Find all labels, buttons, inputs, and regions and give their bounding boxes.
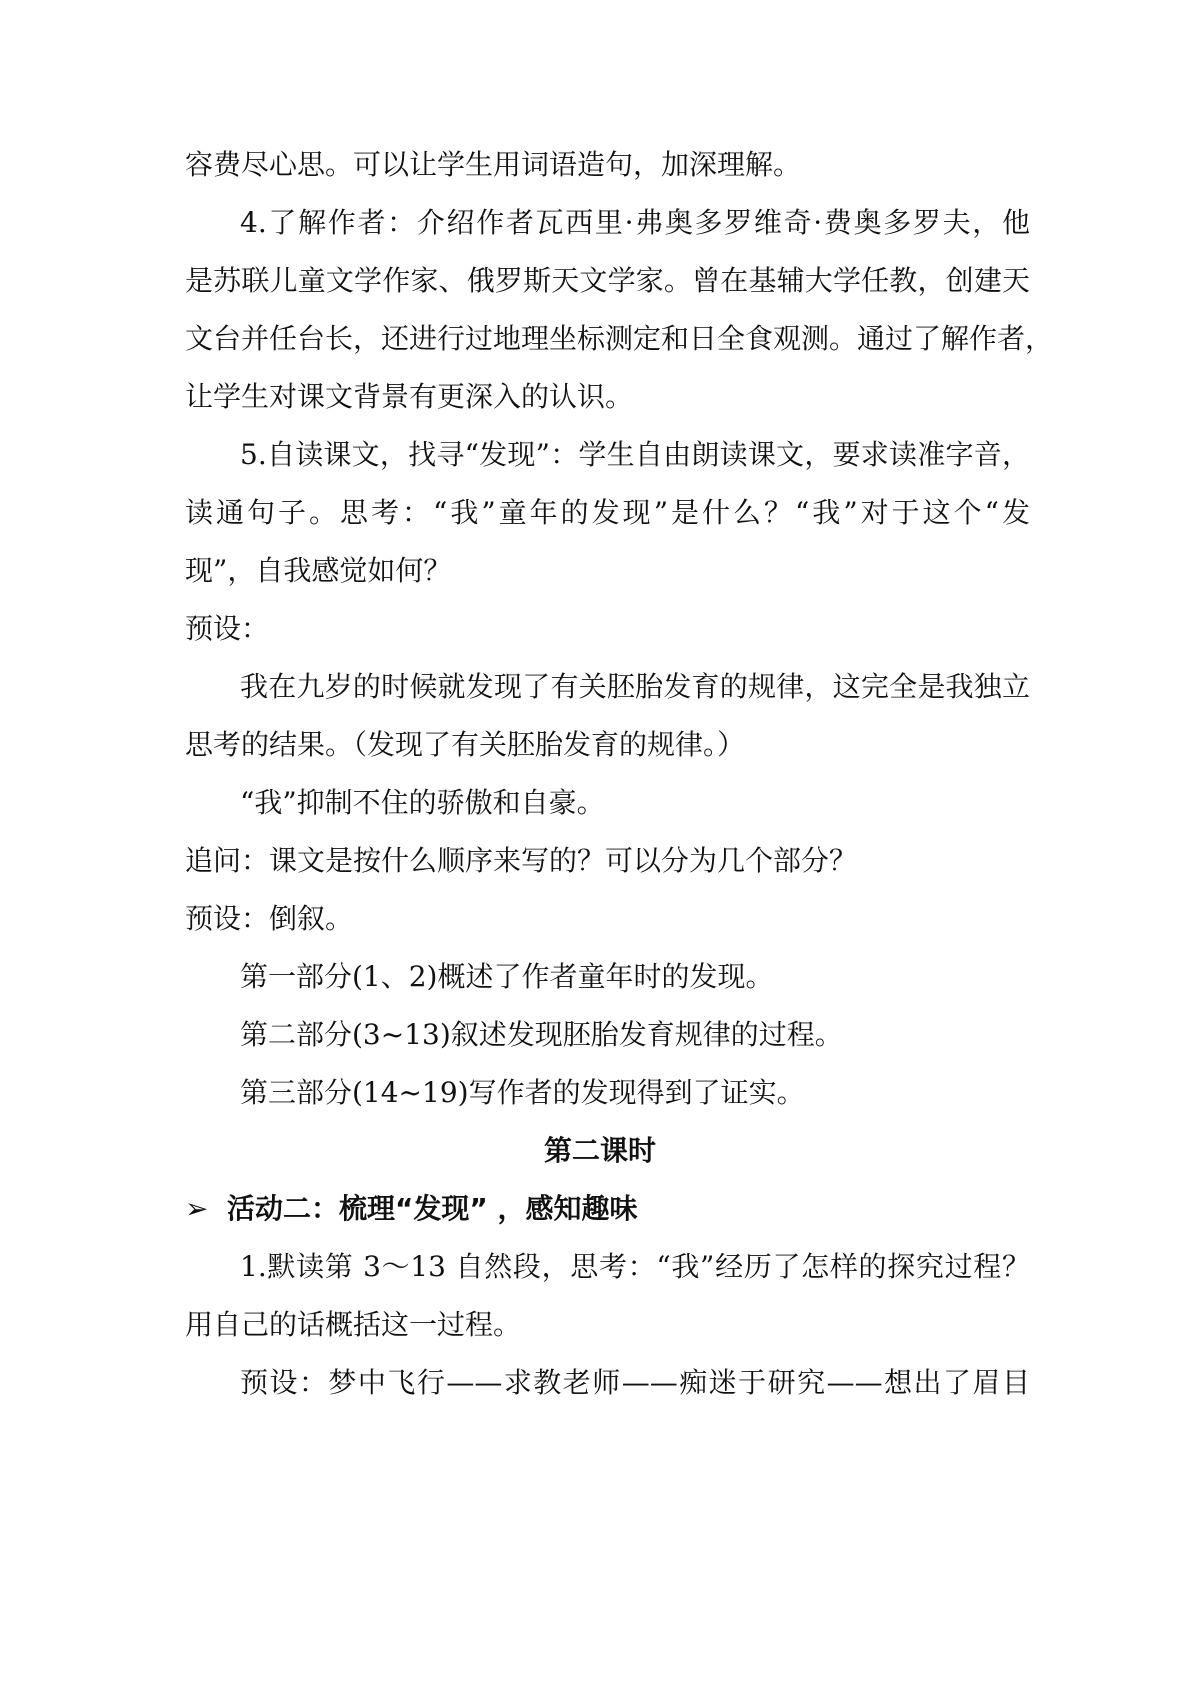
text-line: 是苏联儿童文学作家、俄罗斯天文学家。曾在基辅大学任教，创建天 (185, 264, 1030, 297)
text-line: 1.默读第 3～13 自然段，思考：“我”经历了怎样的探究过程？ (240, 1250, 1030, 1283)
text-line: 文台并任台长，还进行过地理坐标测定和日全食观测。通过了解作者， (185, 322, 1054, 355)
text-line: 第三部分(14~19)写作者的发现得到了证实。 (240, 1076, 805, 1109)
text-line: 第二部分(3~13)叙述发现胚胎发育规律的过程。 (240, 1018, 843, 1051)
activity-heading (185, 1189, 1030, 1229)
text-line: 现”，自我感觉如何？ (185, 554, 452, 587)
text-line: 用自己的话概括这一过程。 (185, 1308, 522, 1341)
text-line: 我在九岁的时候就发现了有关胚胎发育的规律，这完全是我独立 (240, 670, 1030, 703)
section-title: 第二课时 (543, 1134, 656, 1167)
text-line: 容费尽心思。可以让学生用词语造句，加深理解。 (185, 148, 802, 181)
text-line: 预设：梦中飞行——求教老师——痴迷于研究——想出了眉目 (240, 1366, 1030, 1399)
text-line: “我”抑制不住的骄傲和自豪。 (240, 786, 605, 819)
text-line: 4.了解作者：介绍作者瓦西里·弗奥多罗维奇·费奥多罗夫，他 (240, 206, 1030, 239)
text-line: 预设： (185, 612, 270, 645)
text-line: 读通句子。思考：“我”童年的发现”是什么？“我”对于这个“发 (185, 496, 1030, 529)
arrow-bullet-icon: ➢ (185, 1192, 209, 1225)
text-line: 5.自读课文，找寻“发现”：学生自由朗读课文，要求读准字音， (240, 438, 1030, 471)
text-line: 思考的结果。（发现了有关胚胎发育的规律。） (185, 728, 746, 761)
text-line: 第一部分(1、2)概述了作者童年时的发现。 (240, 960, 774, 993)
text-line: 预设：倒叙。 (185, 902, 354, 935)
text-line: 让学生对课文背景有更深入的认识。 (185, 380, 634, 413)
text-line: 追问：课文是按什么顺序来写的？可以分为几个部分？ (185, 844, 858, 877)
activity-title: 活动二：梳理“发现” ，感知趣味 (227, 1192, 638, 1225)
